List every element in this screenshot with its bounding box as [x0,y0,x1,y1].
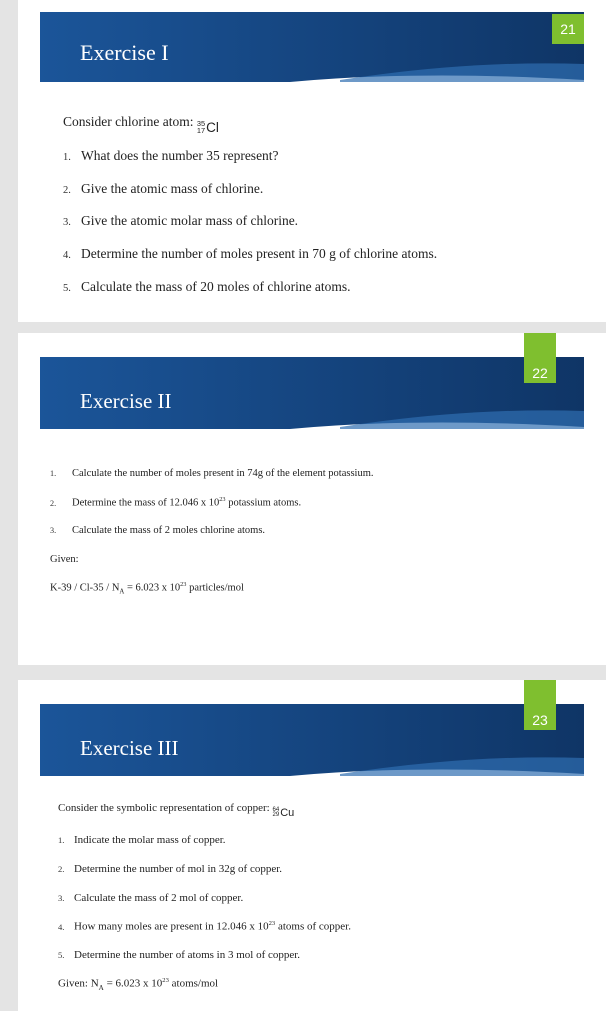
list-item [63,148,279,164]
copper-nuclide [272,807,294,819]
slide-number-badge: 21 [552,14,584,44]
atomic-number: 17 [196,125,206,135]
item-number: 4. [58,921,65,932]
item-text: Calculate the mass of 2 moles chlorine atoms. [72,525,266,536]
item-number: 2. [63,185,71,196]
exponent: 23 [268,920,276,927]
item-text-suffix: potassium atoms. [225,497,302,509]
slide-number-badge: 22 [524,333,556,383]
list-item [63,279,351,295]
title-banner [40,704,584,776]
item-text: Give the atomic molar mass of chlorine. [81,213,299,228]
title-banner [40,357,584,429]
slide-title: Exercise I [80,40,169,65]
mass-number: 64 [272,807,280,813]
item-text: Determine the number of atoms in 3 mol of copper. [74,949,301,961]
item-text: Determine the number of moles present in 70 g of chlorine atoms. [81,246,438,261]
element-symbol: Cl [206,120,219,136]
title-banner [40,12,584,82]
item-text: Calculate the mass of 20 moles of chlorine atoms. [81,279,351,294]
item-text: Calculate the mass of 2 mol of copper. [74,892,244,904]
list-item [63,213,298,229]
item-text-suffix: atoms of copper. [275,920,351,933]
item-number: 2. [58,864,65,874]
list-item [50,496,301,509]
item-number: 2. [50,498,57,508]
slide-21 [18,0,606,322]
intro-text: Consider the symbolic representation of copper: [58,802,270,814]
subscript: A [98,983,104,992]
item-number: 1. [63,152,71,163]
given-text: Given: N [58,977,99,990]
item-text: What does the number 35 represent? [81,148,279,163]
list-item [50,468,374,479]
item-number: 3. [50,526,57,535]
list-item [58,892,243,904]
slide-23 [18,680,606,1011]
given-text-mid: = 6.023 x 10 [103,977,163,990]
item-text: Calculate the number of moles present in 74g of the element potassium. [72,468,374,479]
item-text: Indicate the molar mass of copper. [74,834,226,846]
list-item [63,246,437,262]
given-text: K-39 / Cl-35 / N [50,582,120,594]
slide-22 [18,333,606,665]
item-number: 1. [50,469,57,478]
given-text-mid: = 6.023 x 10 [124,582,181,594]
item-text: Determine the number of mol in 32g of copper. [74,863,283,875]
list-item [58,920,351,933]
list-item [63,181,263,197]
exponent: 23 [219,496,226,503]
item-number: 1. [58,835,65,845]
list-item [58,834,226,846]
item-text: Determine the mass of 12.046 x 10 [72,497,220,509]
item-number: 3. [63,217,71,228]
item-text: Give the atomic mass of chlorine. [81,181,264,196]
slide-title: Exercise III [80,736,179,760]
exponent: 23 [162,977,169,984]
list-item [58,949,300,961]
mass-number: 35 [196,119,206,128]
atomic-number: 29 [272,812,280,819]
item-number: 5. [58,950,65,960]
subscript: A [119,588,125,596]
item-number: 3. [58,893,65,903]
given-values [50,581,244,596]
intro-line [63,114,219,135]
intro-text: Consider chlorine atom: [63,114,194,129]
item-number: 4. [63,250,71,261]
exponent: 23 [180,581,187,588]
element-symbol: Cu [280,807,295,820]
list-item [58,863,282,875]
list-item [50,525,265,536]
item-text: How many moles are present in 12.046 x 10 [74,920,269,933]
given-values [58,977,218,992]
given-unit: particles/mol [186,582,244,594]
slide-number-badge: 23 [524,680,556,730]
item-number: 5. [63,283,71,294]
given-label: Given: [50,554,79,565]
slide-title: Exercise II [80,389,172,413]
chlorine-nuclide [197,120,219,135]
intro-line [58,802,294,819]
given-unit: atoms/mol [168,977,219,990]
